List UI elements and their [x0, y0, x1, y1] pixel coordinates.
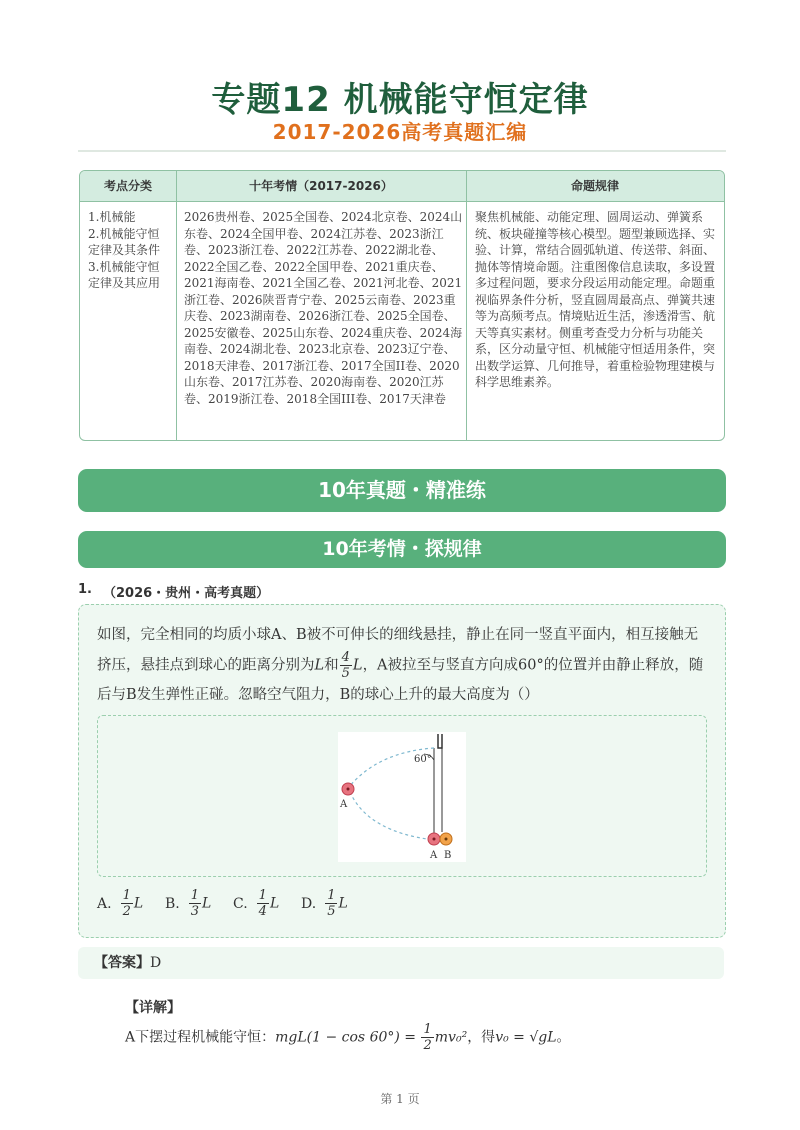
question-box [78, 604, 726, 938]
page-subtitle: 2017-2026高考真题汇编 [272, 120, 528, 144]
math-equation: mgL(1 − cos 60°) = [275, 1029, 421, 1046]
option-label: D. [301, 895, 317, 912]
question-text: ，A被拉至与竖直方向成 [362, 657, 519, 674]
detail-text: A下摆过程机械能守恒： [125, 1029, 276, 1046]
answer-box [78, 947, 724, 979]
detail-title: 【详解】 [125, 1000, 181, 1016]
table-divider [466, 171, 467, 440]
detail-text: 。 [556, 1029, 571, 1046]
swing-path [350, 792, 434, 840]
ball-center [445, 838, 448, 841]
question-text: 如图，完全相同的均质小球A、B被不可伸长的细线悬挂，静止在同一竖直平面内，相互接触无挤压，悬挂点到球心的距离分别为 [97, 627, 699, 674]
question-source: （2026・贵州・高考真题） [103, 586, 270, 601]
label-b-bottom: B [444, 850, 452, 861]
fraction-denominator: 5 [327, 904, 336, 919]
math-fraction [421, 1022, 433, 1053]
math-angle: 60° [518, 657, 544, 674]
fraction-numerator: 1 [190, 888, 200, 903]
pendulum-figure [338, 732, 466, 862]
detail-body [125, 1022, 725, 1053]
math-var: L [338, 895, 348, 912]
answer-label: 【答案】 [94, 955, 150, 971]
fraction-numerator: 1 [122, 888, 131, 903]
fraction-numerator: 1 [258, 888, 267, 903]
option-label: A. [97, 895, 112, 912]
math-var: L [133, 895, 144, 912]
option-label: B. [165, 895, 180, 912]
math-var: L [269, 895, 280, 912]
page-title: 专题12 机械能守恒定律 [211, 80, 589, 120]
table-cell-history: 2026贵州卷、2025全国卷、2024北京卷、2024山东卷、2024全国甲卷、2024江苏卷、2023浙江卷、2023浙江卷、2022江苏卷、2022湖北卷、2022全国乙卷、2022全国甲卷、2021重庆卷、2021海南卷、2021全国乙卷、2021河北卷、2021浙江卷、2026陕晋青宁卷、2025云南卷、2023重庆卷、2023湖南卷、2026浙江卷、2025全国卷、2025安徽卷、2025山东卷、2024重庆卷、2024海南卷、2024湖北卷、2023北京卷、2023辽宁卷、2018天津卷、2017浙江卷、2017全国II卷、2020山东卷、2017江苏卷、2020海南卷、2020江苏卷、2019浙江卷、2018全国III卷、2017天津卷 [184, 210, 463, 406]
angle-label: 60° [414, 754, 432, 765]
fraction-denominator: 4 [258, 904, 267, 919]
option-a[interactable] [97, 888, 143, 919]
math-var: L [202, 895, 212, 912]
math-fraction [325, 888, 337, 919]
question-stem [97, 621, 707, 710]
question-number: 1. [78, 582, 92, 597]
option-c[interactable] [233, 888, 279, 919]
figure-container [97, 715, 707, 877]
ceiling-support [438, 734, 442, 748]
table-header-history: 十年考情（2017-2026） [249, 179, 393, 193]
overview-table [79, 170, 725, 441]
fraction-denominator: 2 [122, 904, 131, 919]
section-banner-patterns: 10年考情・探规律 [78, 531, 726, 568]
label-a-bottom: A [430, 850, 438, 861]
math-var: L [352, 657, 363, 674]
math-result: v₀ = √gL [495, 1029, 557, 1046]
table-divider [176, 171, 177, 440]
label-a-left: A [340, 799, 348, 810]
math-fraction [189, 888, 201, 919]
question-text: 的位置并由静止释放，随后与B发生弹性正碰。忽略空气阻力，B的球心上升的最大高度为（） [97, 657, 704, 703]
page-number: 第 1 页 [380, 1092, 420, 1106]
option-label: C. [233, 895, 248, 912]
math-equation: mv₀² [434, 1029, 468, 1046]
math-fraction [121, 888, 133, 919]
detail-text: ，得 [467, 1029, 496, 1046]
question-text: 和 [324, 657, 339, 674]
math-var: L [314, 657, 325, 674]
section-banner-practice: 10年真题・精准练 [78, 469, 726, 512]
title-divider [78, 150, 726, 152]
fraction-numerator: 1 [327, 888, 336, 903]
fraction-numerator: 1 [423, 1022, 432, 1037]
pendulum-diagram [338, 732, 466, 862]
ball-center [433, 838, 436, 841]
answer-value: D [150, 955, 162, 971]
math-fraction [340, 650, 352, 681]
table-cell-category: 1.机械能 2.机械能守恒定律及其条件 3.机械能守恒定律及其应用 [88, 210, 161, 290]
fraction-denominator: 3 [190, 904, 200, 919]
table-header-category: 考点分类 [103, 179, 152, 193]
ball-center [347, 788, 350, 791]
option-d[interactable] [301, 888, 348, 919]
fraction-denominator: 2 [423, 1038, 432, 1053]
table-header-pattern: 命题规律 [570, 179, 619, 193]
fraction-denominator: 5 [341, 666, 350, 681]
option-b[interactable] [165, 888, 211, 919]
table-cell-pattern: 聚焦机械能、动能定理、圆周运动、弹簧系统、板块碰撞等核心模型。题型兼顾选择、实验、计算，常结合圆弧轨道、传送带、斜面、抛体等情境命题。注重图像信息读取，多设置多过程问题，要求分段运用动能定理。命题重视临界条件分析，竖直圆周最高点、弹簧共速等为高频考点。情境贴近生活，渗透滑雪、航天等真实素材。侧重考查受力分析与功能关系，区分动量守恒、机械能守恒适用条件，突出数学运算、几何推导，着重检验物理建模与科学思维素养。 [475, 210, 716, 389]
fraction-numerator: 4 [341, 650, 350, 665]
math-fraction [257, 888, 269, 919]
